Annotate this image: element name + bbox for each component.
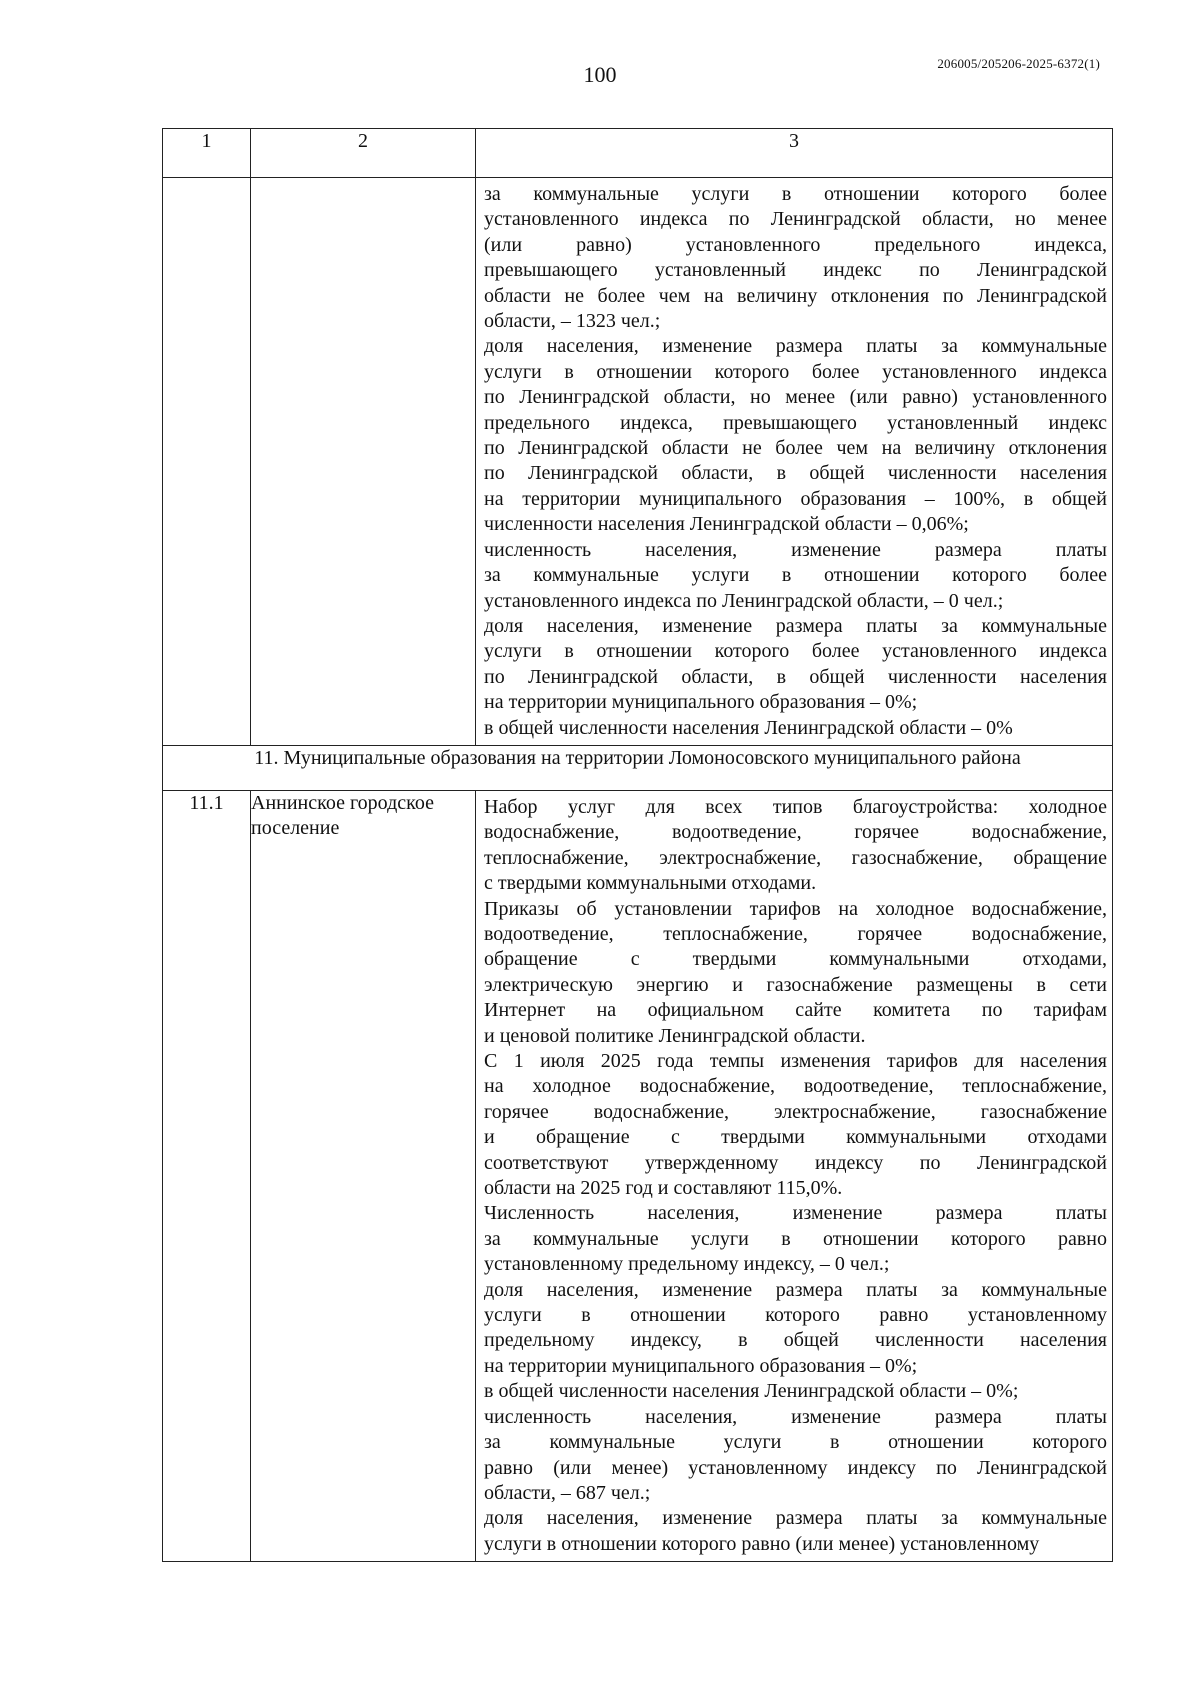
text-line: Численность населения, изменение размера платы [484, 1202, 1107, 1225]
text-line: Набор услуг для всех типов благоустройства: холодное [484, 795, 1107, 818]
text-line: области не более чем на величину отклонения по Ленинградской [484, 284, 1107, 307]
text-line: соответствуют утвержденному индексу по Ленинградской [484, 1151, 1107, 1174]
text-line: (или равно) установленного предельного индекса, [484, 233, 1107, 256]
text-line: области, – 1323 чел.; [484, 310, 661, 333]
text-line: С 1 июля 2025 года темпы изменения тарифов для населения [484, 1050, 1107, 1072]
text-line: установленному предельному индексу, – 0 чел.; [484, 1253, 890, 1276]
text-line: доля населения, изменение размера платы за коммунальные [484, 614, 1107, 637]
table-header-row [163, 129, 1113, 178]
section-title: 11. Муниципальные образования на территории Ломоносовского муниципального района [163, 745, 1113, 790]
continuation-text-cell [476, 178, 1113, 746]
text-line: доля населения, изменение размера платы за коммунальные [484, 1278, 1107, 1301]
text-line: Приказы об установлении тарифов на холодное водоснабжение, [484, 897, 1107, 920]
text-line: теплоснабжение, электроснабжение, газоснабжение, обращение [484, 846, 1107, 869]
text-line: электрическую энергию и газоснабжение размещены в сети [484, 973, 1107, 996]
text-line: установленного индекса по Ленинградской области, – 0 чел.; [484, 589, 1004, 612]
text-line: на территории муниципального образования – 100%, в общей [484, 487, 1107, 510]
row-number: 11.1 [163, 790, 251, 1561]
continuation-number-cell [163, 178, 251, 746]
column-header-1: 1 [163, 129, 251, 178]
document-id: 206005/205206-2025-6372(1) [937, 56, 1100, 71]
text-line: области, – 687 чел.; [484, 1481, 651, 1504]
text-line: и обращение с твердыми коммунальными отходами [484, 1126, 1107, 1149]
row-text [476, 791, 1112, 1561]
text-line: доля населения, изменение размера платы за коммунальные [484, 1507, 1107, 1530]
text-line: на территории муниципального образования – 0%; [484, 691, 918, 714]
tariff-table [162, 128, 1113, 1562]
text-line: доля населения, изменение размера платы за коммунальные [484, 335, 1107, 358]
text-line: превышающего установленный индекс по Ленинградской [484, 259, 1107, 282]
continuation-name-cell [251, 178, 476, 746]
text-line: по Ленинградской области, в общей численности населения [484, 665, 1107, 688]
text-line: горячее водоснабжение, электроснабжение, газоснабжение [484, 1100, 1107, 1123]
text-line: услуги в отношении которого более установленного индекса [484, 640, 1107, 663]
text-line: предельного индекса, превышающего установленный индекс [484, 411, 1107, 434]
text-line: за коммунальные услуги в отношении которого равно [484, 1227, 1107, 1250]
text-line: услуги в отношении которого более установленного индекса [484, 360, 1107, 383]
text-line: с твердыми коммунальными отходами. [484, 872, 817, 895]
text-line: за коммунальные услуги в отношении которого [484, 1431, 1107, 1454]
text-line: численность населения, изменение размера платы [484, 538, 1107, 561]
text-line: численность населения, изменение размера платы [484, 1405, 1107, 1428]
text-line: в общей численности населения Ленинградской области – 0%; [484, 1380, 1019, 1403]
column-header-2: 2 [251, 129, 476, 178]
text-line: на территории муниципального образования – 0%; [484, 1354, 918, 1377]
text-line: услуги в отношении которого равно установленному [484, 1304, 1107, 1327]
text-line: в общей численности населения Ленинградской области – 0% [484, 716, 1013, 739]
page-number: 100 [583, 62, 617, 87]
table-row [163, 790, 1113, 1561]
continuation-row [163, 178, 1113, 746]
text-line: установленного индекса по Ленинградской области, но менее [484, 208, 1107, 231]
text-line: по Ленинградской области, но менее (или равно) установленного [484, 386, 1107, 409]
text-line: численности населения Ленинградской области – 0,06%; [484, 513, 969, 536]
row-text-cell [476, 790, 1113, 1561]
text-line: по Ленинградской области, в общей численности населения [484, 462, 1107, 485]
text-line: обращение с твердыми коммунальными отходами, [484, 948, 1107, 971]
column-header-3: 3 [476, 129, 1113, 178]
text-line: на холодное водоснабжение, водоотведение, теплоснабжение, [484, 1075, 1107, 1098]
text-line: предельному индексу, в общей численности населения [484, 1329, 1107, 1352]
text-line: и ценовой политике Ленинградской области. [484, 1024, 866, 1047]
text-line: равно (или менее) установленному индексу по Ленинградской [484, 1456, 1107, 1479]
text-line: области на 2025 год и составляют 115,0%. [484, 1177, 843, 1200]
text-line: Интернет на официальном сайте комитета по тарифам [484, 999, 1107, 1022]
section-row [163, 745, 1113, 790]
text-line: водоснабжение, водоотведение, горячее водоснабжение, [484, 821, 1107, 844]
text-line: водоотведение, теплоснабжение, горячее водоснабжение, [484, 922, 1107, 945]
continuation-text [476, 178, 1112, 745]
text-line: за коммунальные услуги в отношении которого более [484, 564, 1107, 587]
text-line: по Ленинградской области не более чем на величину отклонения [484, 437, 1107, 460]
text-line: услуги в отношении которого равно (или менее) установленному [484, 1532, 1040, 1555]
text-line: за коммунальные услуги в отношении которого более [484, 183, 1107, 205]
municipality-name: Аннинское городское поселение [251, 790, 476, 1561]
